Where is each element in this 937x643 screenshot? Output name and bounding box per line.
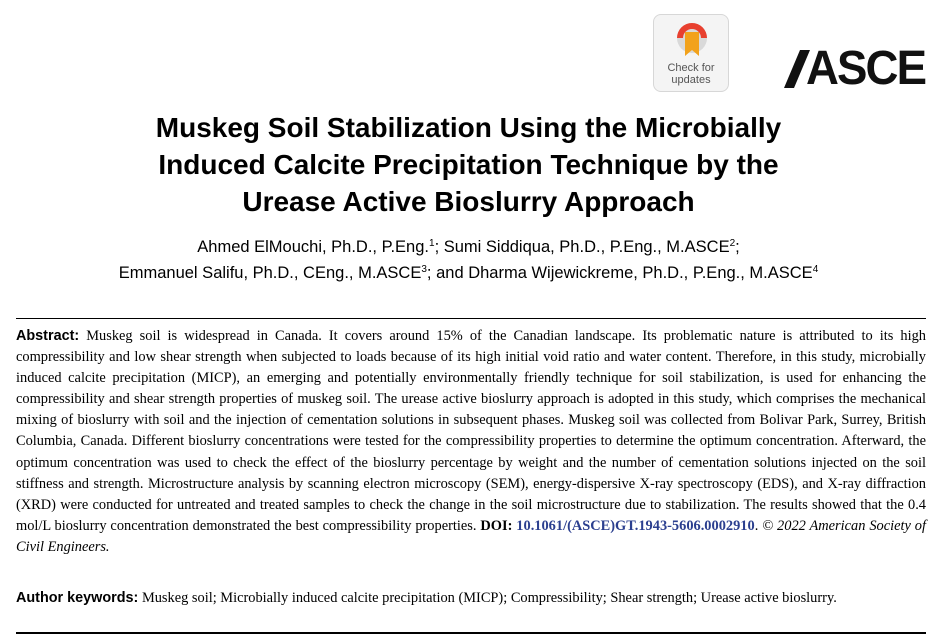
author-line-1 [20, 234, 917, 260]
asce-logo-text: ASCE [806, 42, 926, 95]
title-line-2: Induced Calcite Precipitation Technique by the [158, 149, 779, 180]
author-affiliation: 4 [812, 264, 819, 275]
abstract: Abstract: Muskeg soil is widespread in Canada. It covers around 15% of the Canadian landscape. Its problematic nature is attributed to its high compressibility and low shear strength when subjected to loads because of its high initial void ratio and water content. Therefore, in this study, microbially induced calcite precipitation (MICP), an emerging and potentially environmentally friendly technique for soil stabilization, is used for enhancing the compressibility and shear strength properties of muskeg soil. The urease active bioslurry approach is adopted in this study, which comprises the mechanical mixing of bioslurry with soil and the injection of cementation solutions in subsequent phases. Muskeg soil was collected from Bolivar Park, Surrey, British Columbia, Canada. Different bioslurry concentrations were tested for the compressibility properties to determine the optimum concentration. Afterward, the optimum concentration was used to check the effect of the bioslurry percentage by weight and the number of cementation solutions injected on the soil stiffness and strength. Microstructure analysis by scanning electron microscopy (SEM), energy-dispersive X-ray spectroscopy (EDS), and X-ray diffraction (XRD) were conducted for untreated and treated samples to check the change in the soil microstructure due to stabilization. The results showed that the 0.4 mol/L bioslurry concentration demonstrated the best compressibility properties. DOI: 10.1061/(ASCE)GT.1943-5606.0002910. © 2022 American Society of Civil Engineers. [16, 328, 926, 555]
title-line-3: Urease Active Bioslurry Approach [242, 186, 695, 217]
doi-label: DOI: [480, 517, 513, 534]
author-separator: ; [735, 238, 740, 256]
doi-link[interactable]: 10.1061/(ASCE)GT.1943-5606.0002910 [516, 517, 755, 534]
asce-logo [784, 44, 926, 94]
abstract-text: Muskeg soil is widespread in Canada. It covers around 15% of the Canadian landscape. Its problematic nature is attributed to its high compressibility and low shear strength when subjected to loads because of its high initial void ratio and water content. Therefore, in this study, microbially induced calcite precipitation (MICP), an emerging and potentially environmentally friendly technique for soil stabilization, is used for enhancing the compressibility and shear strength properties of muskeg soil. The urease active bioslurry approach is adopted in this study, which comprises the mechanical mixing of bioslurry with soil and the injection of cementation solutions in subsequent phases. Muskeg soil was collected from Bolivar Park, Surrey, British Columbia, Canada. Different bioslurry concentrations were tested for the compressibility properties to determine the optimum concentration. Afterward, the optimum concentration was used to check the effect of the bioslurry percentage by weight and the number of cementation solutions injected on the soil stiffness and strength. Microstructure analysis by scanning electron microscopy (SEM), energy-dispersive X-ray spectroscopy (EDS), and X-ray diffraction (XRD) were conducted for untreated and treated samples to check the change in the soil microstructure due to stabilization. The results showed that the 0.4 mol/L bioslurry concentration demonstrated the best compressibility properties. [16, 328, 926, 534]
keywords-text: Muskeg soil; Microbially induced calcite precipitation (MICP); Compressibility; Shear strength; Urease active bioslurry. [138, 590, 837, 606]
title-line-1: Muskeg Soil Stabilization Using the Microbially [155, 112, 782, 143]
author-keywords [16, 588, 926, 608]
top-divider [16, 318, 926, 319]
author-separator: ; [434, 238, 444, 256]
author-separator: ; and [426, 264, 469, 282]
paper-title [60, 109, 877, 220]
author-affiliation: 1 [429, 238, 435, 249]
bottom-divider [16, 632, 926, 634]
author-affiliation: 2 [729, 238, 736, 249]
author-list [20, 234, 917, 286]
badge-line-1: Check for [667, 62, 715, 74]
copyright-notice: © 2022 American Society of Civil Engineers. [16, 517, 926, 555]
check-for-updates-icon [674, 22, 710, 60]
author-name: Dharma Wijewickreme, Ph.D., P.Eng., M.ASCE [468, 264, 813, 282]
author-line-2 [20, 260, 917, 286]
author-name: Ahmed ElMouchi, Ph.D., P.Eng. [197, 238, 429, 256]
check-for-updates-badge[interactable] [653, 14, 729, 92]
keywords-label: Author keywords: [16, 590, 139, 606]
author-name: Sumi Siddiqua, Ph.D., P.Eng., M.ASCE [443, 238, 730, 256]
badge-line-2: updates [671, 74, 711, 86]
abstract-label: Abstract: [16, 328, 80, 344]
author-name: Emmanuel Salifu, Ph.D., CEng., M.ASCE [118, 264, 422, 282]
author-affiliation: 3 [421, 264, 427, 275]
badge-text [654, 62, 728, 86]
